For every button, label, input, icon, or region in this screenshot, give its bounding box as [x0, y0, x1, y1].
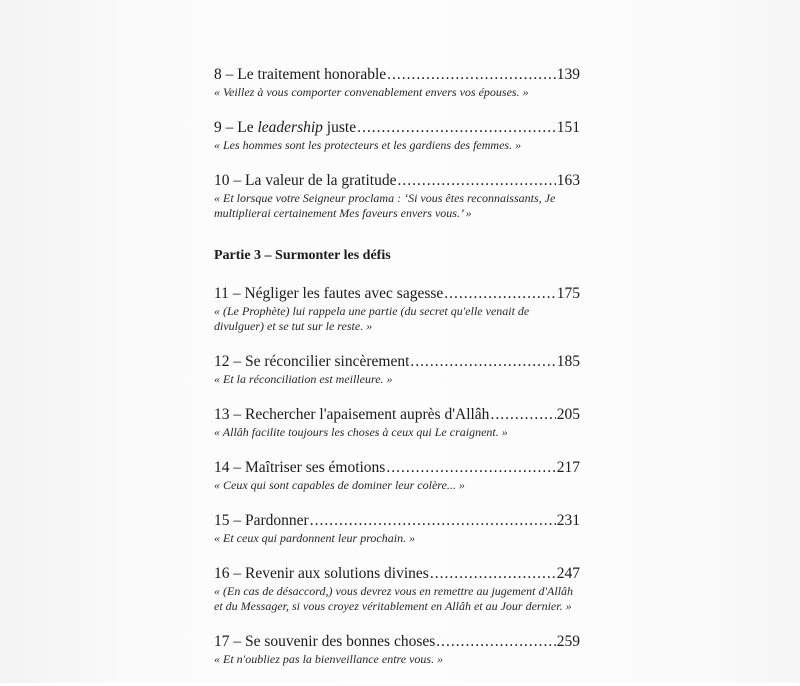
dot-leader [310, 512, 556, 530]
toc-entry-quote: « Et lorsque votre Seigneur proclama : ‘Si vous êtes reconnaissants, Je multiplierai certainement Mes faveurs envers vous.’ » [214, 191, 556, 220]
toc-entry-number: 14 [214, 459, 230, 476]
dot-leader [410, 353, 555, 371]
dot-leader [397, 172, 555, 190]
toc-entry-number: 11 [214, 285, 229, 302]
toc-entry-title [214, 285, 443, 303]
dot-leader [357, 119, 556, 137]
section-heading: Partie 3 – Surmonter les défis [214, 248, 391, 263]
toc-entry-title-text: Se réconcilier sincèrement [245, 353, 410, 370]
toc-entry-title [214, 633, 435, 651]
toc-entry-title-italic: leadership [257, 119, 323, 136]
toc-entry-number: 13 [214, 406, 230, 423]
toc-entry-quote: « Les hommes sont les protecteurs et les gardiens des femmes. » [214, 138, 522, 152]
toc-entry-line [214, 633, 580, 651]
toc-entry-number: 15 [214, 512, 230, 529]
toc-entry [214, 633, 580, 667]
toc-entry-page-number: 139 [556, 66, 580, 83]
toc-entry-title-text: Revenir aux solutions divines [245, 565, 429, 582]
toc-entry-separator: – [229, 406, 245, 423]
toc-entry-quote: « (Le Prophète) lui rappela une partie (du secret qu'elle venait de divulguer) et se tut sur le reste. » [214, 304, 530, 333]
toc-entry-separator: – [228, 285, 245, 302]
toc-entry-title [214, 459, 385, 477]
toc-entry [214, 172, 580, 221]
toc-entry-separator: – [229, 459, 245, 476]
toc-entry-quote: « Et n'oubliez pas la bienveillance entre vous. » [214, 652, 444, 666]
dot-leader [430, 565, 556, 583]
toc-entry-separator: – [229, 512, 245, 529]
toc-entry-title-text: Rechercher l'apaisement auprès d'Allâh [245, 406, 490, 423]
toc-entry-title-text: Maîtriser ses émotions [245, 459, 386, 476]
toc-entry-line [214, 119, 580, 137]
toc-entry-number: 16 [214, 565, 230, 582]
toc-entry [214, 565, 580, 614]
toc-group-part-3 [214, 285, 580, 667]
toc-entry-title-after: juste [322, 119, 357, 136]
table-of-contents [214, 66, 580, 686]
toc-entry-line [214, 406, 580, 424]
toc-entry-quote: « Et la réconciliation est meilleure. » [214, 372, 393, 386]
toc-entry-separator: – [229, 633, 245, 650]
toc-entry [214, 119, 580, 153]
dot-leader [436, 633, 555, 651]
toc-entry [214, 406, 580, 440]
toc-entry-title [214, 565, 429, 583]
toc-entry-line [214, 285, 580, 303]
toc-entry [214, 353, 580, 387]
toc-entry-number: 17 [214, 633, 230, 650]
toc-entry-quote: « Et ceux qui pardonnent leur prochain. » [214, 531, 416, 545]
toc-entry-number: 12 [214, 353, 230, 370]
toc-entry-title-text: La valeur de la gratitude [245, 172, 397, 189]
toc-entry-number: 10 [214, 172, 230, 189]
toc-entry-title-text: Se souvenir des bonnes choses [245, 633, 436, 650]
toc-entry-quote: « Veillez à vous comporter convenablement envers vos épouses. » [214, 85, 529, 99]
toc-entry-line [214, 172, 580, 190]
toc-entry-title-text: Négliger les fautes avec sagesse [244, 285, 444, 302]
toc-entry-page-number: 217 [556, 459, 580, 476]
toc-entry-line [214, 66, 580, 84]
toc-entry-separator: – [221, 66, 238, 83]
toc-entry [214, 66, 580, 100]
toc-entry-quote: « Allâh facilite toujours les choses à ceux qui Le craignent. » [214, 425, 508, 439]
toc-entry-page-number: 231 [556, 512, 580, 529]
toc-entry-page-number: 247 [556, 565, 580, 582]
toc-entry-page-number: 175 [556, 285, 580, 302]
toc-group-part-2 [214, 66, 580, 221]
dot-leader [444, 285, 555, 303]
toc-entry-title [214, 172, 396, 190]
toc-entry-title-text: Le [237, 119, 258, 136]
toc-entry-title [214, 66, 386, 84]
toc-entry-line [214, 459, 580, 477]
toc-entry-separator: – [221, 119, 238, 136]
toc-entry-title-text: Pardonner [245, 512, 309, 529]
toc-entry-title [214, 512, 309, 530]
toc-entry-number: 8 [214, 66, 222, 83]
toc-entry-page-number: 259 [556, 633, 580, 650]
toc-entry-separator: – [229, 172, 245, 189]
toc-entry-separator: – [229, 353, 245, 370]
toc-entry-number: 9 [214, 119, 222, 136]
toc-entry [214, 285, 580, 334]
toc-entry [214, 512, 580, 546]
toc-entry-quote: « Ceux qui sont capables de dominer leur colère... » [214, 478, 465, 492]
toc-entry-title [214, 406, 489, 424]
dot-leader [387, 66, 556, 84]
toc-entry-page-number: 185 [556, 353, 580, 370]
toc-entry-separator: – [229, 565, 245, 582]
toc-entry-page-number: 163 [556, 172, 580, 189]
dot-leader [386, 459, 555, 477]
toc-entry-title [214, 353, 409, 371]
toc-entry-page-number: 205 [556, 406, 580, 423]
toc-entry-title [214, 119, 356, 137]
toc-entry-line [214, 512, 580, 530]
toc-entry-line [214, 565, 580, 583]
toc-entry-line [214, 353, 580, 371]
toc-entry-title-text: Le traitement honorable [237, 66, 387, 83]
toc-entry [214, 459, 580, 493]
dot-leader [490, 406, 555, 424]
toc-entry-quote: « (En cas de désaccord,) vous devrez vous en remettre au jugement d'Allâh et du Messager, si vous croyez véritablement en Allâh et au Jour dernier. » [214, 584, 574, 613]
toc-entry-page-number: 151 [556, 119, 580, 136]
